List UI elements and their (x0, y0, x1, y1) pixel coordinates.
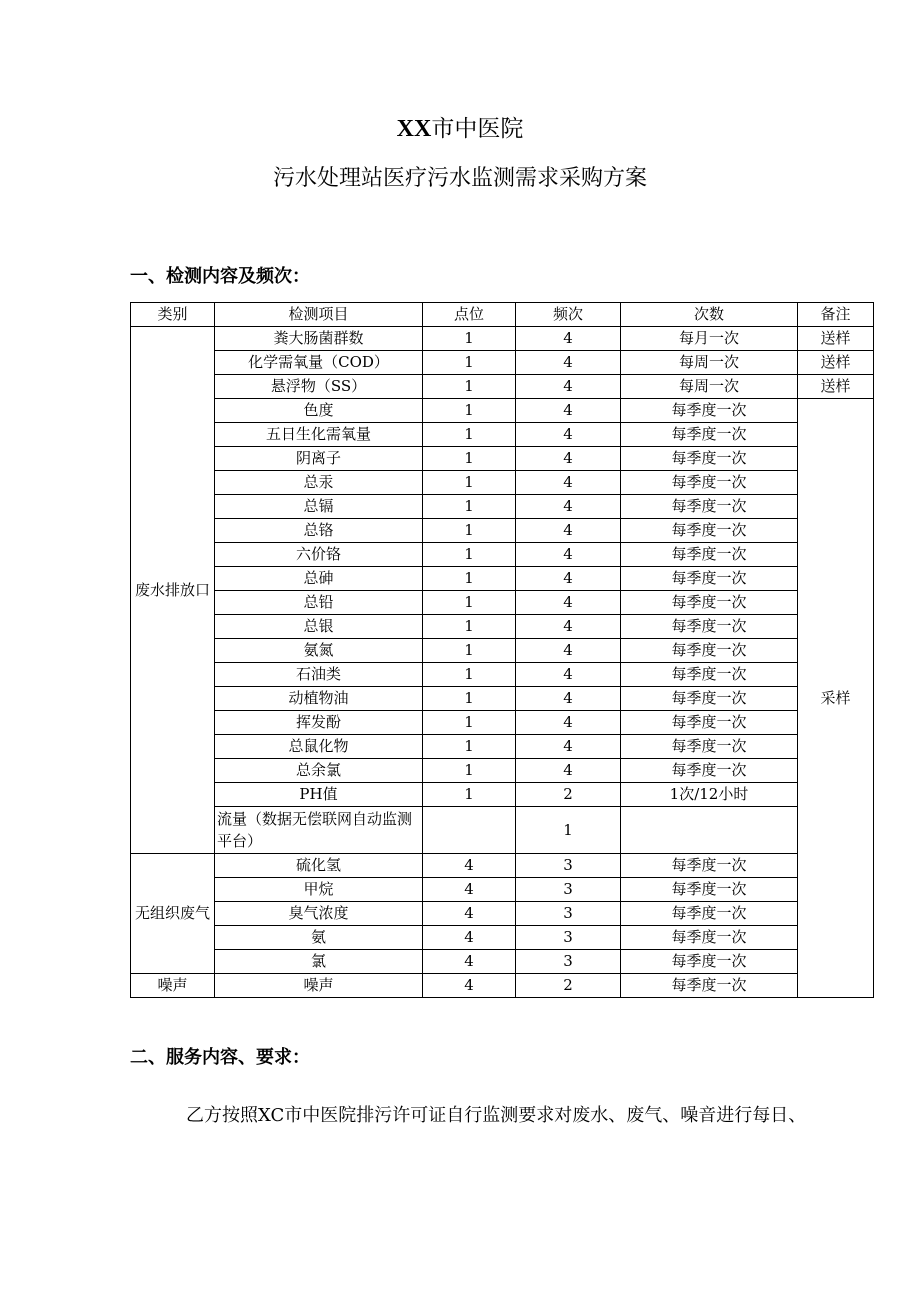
cell-item: 动植物油 (215, 687, 423, 711)
cell-times: 每季度一次 (621, 399, 798, 423)
cell-times: 每季度一次 (621, 974, 798, 998)
title-rest: 市中医院 (431, 116, 524, 142)
cell-note-sampling: 采样 (798, 399, 874, 998)
cell-frequency: 4 (516, 423, 621, 447)
cell-points: 1 (423, 783, 516, 807)
cell-times (621, 807, 798, 854)
table-row (131, 759, 874, 783)
cell-points: 1 (423, 351, 516, 375)
cell-frequency: 4 (516, 351, 621, 375)
body-paragraph: 乙方按照XC市中医院排污许可证自行监测要求对废水、废气、噪音进行每日、 (186, 1105, 807, 1126)
cell-frequency: 4 (516, 471, 621, 495)
cell-item: 五日生化需氧量 (215, 423, 423, 447)
cell-item: 氨氮 (215, 639, 423, 663)
cell-times: 每季度一次 (621, 711, 798, 735)
cell-points: 4 (423, 878, 516, 902)
cell-points (423, 807, 516, 854)
cell-frequency: 4 (516, 567, 621, 591)
table-row (131, 854, 874, 878)
table-row (131, 351, 874, 375)
table-row (131, 878, 874, 902)
cell-points: 1 (423, 447, 516, 471)
cell-item: 总镉 (215, 495, 423, 519)
table-row (131, 567, 874, 591)
cell-points: 1 (423, 639, 516, 663)
cell-times: 每季度一次 (621, 854, 798, 878)
cell-points: 1 (423, 687, 516, 711)
cell-times: 每季度一次 (621, 735, 798, 759)
table-row (131, 375, 874, 399)
cell-item: 流量（数据无偿联网自动监测平台） (215, 807, 423, 854)
cell-frequency: 2 (516, 783, 621, 807)
cell-frequency: 4 (516, 639, 621, 663)
table-header-row (131, 303, 874, 327)
table-row (131, 807, 874, 854)
cell-frequency: 4 (516, 543, 621, 567)
table-row (131, 543, 874, 567)
cell-points: 4 (423, 854, 516, 878)
header-category: 类别 (131, 303, 215, 327)
cell-points: 1 (423, 759, 516, 783)
section-heading-2: 二、服务内容、要求： (130, 1047, 310, 1068)
table-row (131, 687, 874, 711)
cell-item: 臭气浓度 (215, 902, 423, 926)
table-row (131, 327, 874, 351)
cell-item: 石油类 (215, 663, 423, 687)
cell-times: 每季度一次 (621, 519, 798, 543)
cell-points: 1 (423, 543, 516, 567)
table-row (131, 950, 874, 974)
cell-times: 1次/12小时 (621, 783, 798, 807)
cell-times: 每季度一次 (621, 615, 798, 639)
cell-points: 1 (423, 399, 516, 423)
cell-times: 每周一次 (621, 351, 798, 375)
cell-times: 每季度一次 (621, 447, 798, 471)
cell-times: 每周一次 (621, 375, 798, 399)
cell-frequency: 4 (516, 759, 621, 783)
cell-points: 4 (423, 902, 516, 926)
cell-item: 总铅 (215, 591, 423, 615)
cell-note: 送样 (798, 375, 874, 399)
cell-times: 每季度一次 (621, 639, 798, 663)
cell-points: 1 (423, 567, 516, 591)
cell-item: 硫化氢 (215, 854, 423, 878)
cell-frequency: 4 (516, 519, 621, 543)
cell-item: 悬浮物（SS） (215, 375, 423, 399)
cell-item: 总鼠化物 (215, 735, 423, 759)
cell-times: 每月一次 (621, 327, 798, 351)
cell-frequency: 3 (516, 926, 621, 950)
cell-item: 甲烷 (215, 878, 423, 902)
cell-times: 每季度一次 (621, 471, 798, 495)
table-row (131, 399, 874, 423)
cell-item: 挥发酚 (215, 711, 423, 735)
table-row (131, 447, 874, 471)
cell-item: 色度 (215, 399, 423, 423)
cell-frequency: 3 (516, 950, 621, 974)
header-frequency: 频次 (516, 303, 621, 327)
cell-points: 1 (423, 735, 516, 759)
cell-times: 每季度一次 (621, 878, 798, 902)
table-row (131, 783, 874, 807)
cell-item: 总砷 (215, 567, 423, 591)
document-title-line1 (0, 114, 920, 144)
cell-item: 氯 (215, 950, 423, 974)
table-row (131, 423, 874, 447)
table-row (131, 591, 874, 615)
cell-points: 1 (423, 375, 516, 399)
cell-frequency: 4 (516, 735, 621, 759)
cell-points: 1 (423, 471, 516, 495)
cell-frequency: 4 (516, 687, 621, 711)
cell-times: 每季度一次 (621, 902, 798, 926)
cell-item: 六价铬 (215, 543, 423, 567)
table-row (131, 495, 874, 519)
cell-times: 每季度一次 (621, 687, 798, 711)
cell-points: 1 (423, 663, 516, 687)
cell-frequency: 3 (516, 878, 621, 902)
category-noise: 噪声 (131, 974, 215, 998)
cell-frequency: 4 (516, 399, 621, 423)
table-row (131, 471, 874, 495)
table-row (131, 639, 874, 663)
cell-item: 噪声 (215, 974, 423, 998)
cell-frequency: 4 (516, 327, 621, 351)
table-row (131, 974, 874, 998)
cell-points: 1 (423, 327, 516, 351)
table-row (131, 519, 874, 543)
header-times: 次数 (621, 303, 798, 327)
cell-times: 每季度一次 (621, 759, 798, 783)
table-row (131, 663, 874, 687)
cell-note: 送样 (798, 351, 874, 375)
cell-frequency: 4 (516, 615, 621, 639)
header-item: 检测项目 (215, 303, 423, 327)
cell-note: 送样 (798, 327, 874, 351)
cell-times: 每季度一次 (621, 950, 798, 974)
title-prefix: XX (396, 116, 432, 142)
cell-item: 总汞 (215, 471, 423, 495)
table-row (131, 615, 874, 639)
cell-frequency: 4 (516, 663, 621, 687)
cell-frequency: 4 (516, 375, 621, 399)
cell-item: 氨 (215, 926, 423, 950)
cell-item: 化学需氧量（COD） (215, 351, 423, 375)
cell-frequency: 3 (516, 854, 621, 878)
category-wastewater: 废水排放口 (131, 327, 215, 854)
cell-frequency: 4 (516, 447, 621, 471)
cell-item: PH值 (215, 783, 423, 807)
cell-points: 1 (423, 711, 516, 735)
cell-item: 总银 (215, 615, 423, 639)
cell-times: 每季度一次 (621, 423, 798, 447)
cell-times: 每季度一次 (621, 926, 798, 950)
cell-points: 4 (423, 926, 516, 950)
cell-points: 1 (423, 423, 516, 447)
cell-item: 总铬 (215, 519, 423, 543)
section-heading-1: 一、检测内容及频次： (130, 266, 310, 287)
monitoring-table (130, 302, 874, 998)
table-row (131, 926, 874, 950)
category-fugitive-gas: 无组织废气 (131, 854, 215, 974)
cell-times: 每季度一次 (621, 591, 798, 615)
cell-times: 每季度一次 (621, 663, 798, 687)
cell-times: 每季度一次 (621, 543, 798, 567)
header-points: 点位 (423, 303, 516, 327)
cell-points: 1 (423, 591, 516, 615)
cell-times: 每季度一次 (621, 495, 798, 519)
cell-frequency: 4 (516, 495, 621, 519)
cell-item: 总余氯 (215, 759, 423, 783)
cell-item: 粪大肠菌群数 (215, 327, 423, 351)
document-title-line2: 污水处理站医疗污水监测需求采购方案 (272, 166, 647, 191)
cell-frequency: 1 (516, 807, 621, 854)
table-row (131, 902, 874, 926)
cell-item: 阴离子 (215, 447, 423, 471)
cell-times: 每季度一次 (621, 567, 798, 591)
cell-points: 1 (423, 519, 516, 543)
cell-points: 1 (423, 495, 516, 519)
cell-frequency: 2 (516, 974, 621, 998)
cell-frequency: 3 (516, 902, 621, 926)
cell-points: 4 (423, 950, 516, 974)
cell-points: 1 (423, 615, 516, 639)
header-note: 备注 (798, 303, 874, 327)
cell-frequency: 4 (516, 711, 621, 735)
cell-frequency: 4 (516, 591, 621, 615)
table-row (131, 735, 874, 759)
table-row (131, 711, 874, 735)
cell-points: 4 (423, 974, 516, 998)
